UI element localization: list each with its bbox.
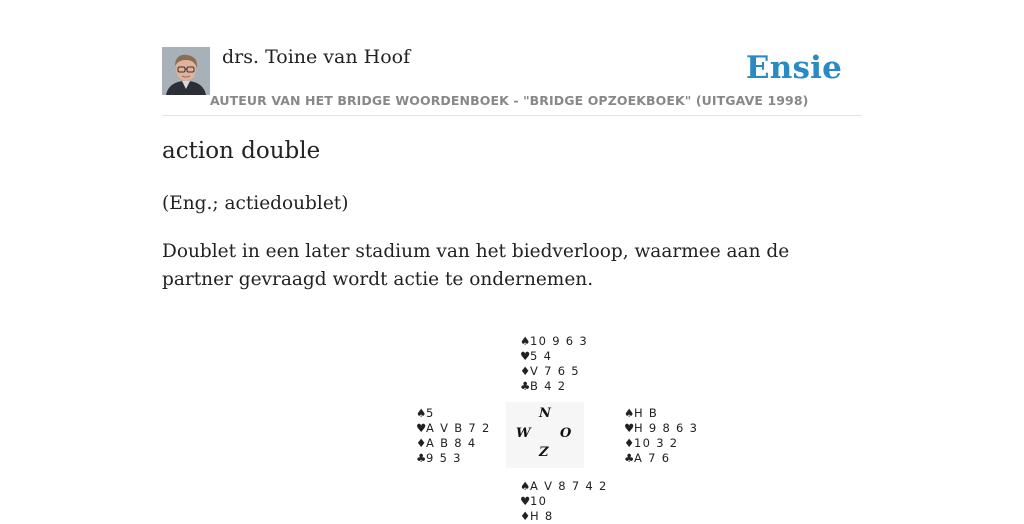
west-spades-cards: 5 xyxy=(426,406,435,420)
author-subtitle: AUTEUR VAN HET BRIDGE WOORDENBOEK - "BRIDGE OPZOEKBOEK" (UITGAVE 1998) xyxy=(210,93,809,108)
entry-alternative: (Eng.; actiedoublet) xyxy=(162,193,349,214)
north-spades-cards: 10 9 6 3 xyxy=(530,334,588,348)
west-clubs-cards: 9 5 3 xyxy=(426,451,462,465)
compass-east: O xyxy=(560,426,572,441)
west-spades xyxy=(416,406,491,421)
east-clubs-cards: A 7 6 xyxy=(634,451,671,465)
heart-icon: ♥ xyxy=(520,349,531,363)
heart-icon: ♥ xyxy=(624,421,635,435)
east-diamonds-cards: 10 3 2 xyxy=(634,436,679,450)
heart-icon: ♥ xyxy=(520,494,531,508)
north-hearts xyxy=(520,349,588,364)
spade-icon: ♠ xyxy=(416,406,427,420)
south-hearts-cards: 10 xyxy=(530,494,548,508)
north-clubs xyxy=(520,379,588,394)
compass-box xyxy=(506,402,584,468)
south-hearts xyxy=(520,494,608,509)
east-spades xyxy=(624,406,698,421)
south-diamonds-cards: H 8 xyxy=(530,509,554,523)
diamond-icon: ♦ xyxy=(520,364,531,378)
author-name[interactable]: drs. Toine van Hoof xyxy=(222,46,411,68)
east-clubs xyxy=(624,451,698,466)
club-icon: ♣ xyxy=(624,451,635,465)
west-hand xyxy=(416,406,491,466)
compass-west: W xyxy=(516,426,531,441)
north-spades xyxy=(520,334,588,349)
site-logo[interactable]: Ensie xyxy=(745,50,842,86)
north-clubs-cards: B 4 2 xyxy=(530,379,567,393)
header-divider xyxy=(162,115,862,116)
east-hearts xyxy=(624,421,698,436)
north-diamonds xyxy=(520,364,588,379)
club-icon: ♣ xyxy=(416,451,427,465)
heart-icon: ♥ xyxy=(416,421,427,435)
north-diamonds-cards: V 7 6 5 xyxy=(530,364,580,378)
diamond-icon: ♦ xyxy=(416,436,427,450)
compass-south: Z xyxy=(539,445,549,460)
south-spades xyxy=(520,479,608,494)
compass-north: N xyxy=(539,406,551,421)
entry-definition: Doublet in een later stadium van het biedverloop, waarmee aan de partner gevraagd wordt actie te ondernemen. xyxy=(162,241,790,290)
south-hand xyxy=(520,479,608,524)
east-hearts-cards: H 9 8 6 3 xyxy=(634,421,699,435)
spade-icon: ♠ xyxy=(520,479,531,493)
spade-icon: ♠ xyxy=(520,334,531,348)
west-hearts-cards: A V B 7 2 xyxy=(426,421,491,435)
west-clubs xyxy=(416,451,491,466)
south-diamonds xyxy=(520,509,608,524)
west-diamonds xyxy=(416,436,491,451)
club-icon: ♣ xyxy=(520,379,531,393)
author-avatar[interactable] xyxy=(162,47,210,95)
entry-term: action double xyxy=(162,138,321,164)
author-photo-icon xyxy=(162,47,210,95)
west-diamonds-cards: A B 8 4 xyxy=(426,436,477,450)
diamond-icon: ♦ xyxy=(624,436,635,450)
south-spades-cards: A V 8 7 4 2 xyxy=(530,479,608,493)
diamond-icon: ♦ xyxy=(520,509,531,523)
north-hearts-cards: 5 4 xyxy=(530,349,553,363)
west-hearts xyxy=(416,421,491,436)
east-diamonds xyxy=(624,436,698,451)
east-hand xyxy=(624,406,698,466)
north-hand xyxy=(520,334,588,394)
east-spades-cards: H B xyxy=(634,406,659,420)
spade-icon: ♠ xyxy=(624,406,635,420)
